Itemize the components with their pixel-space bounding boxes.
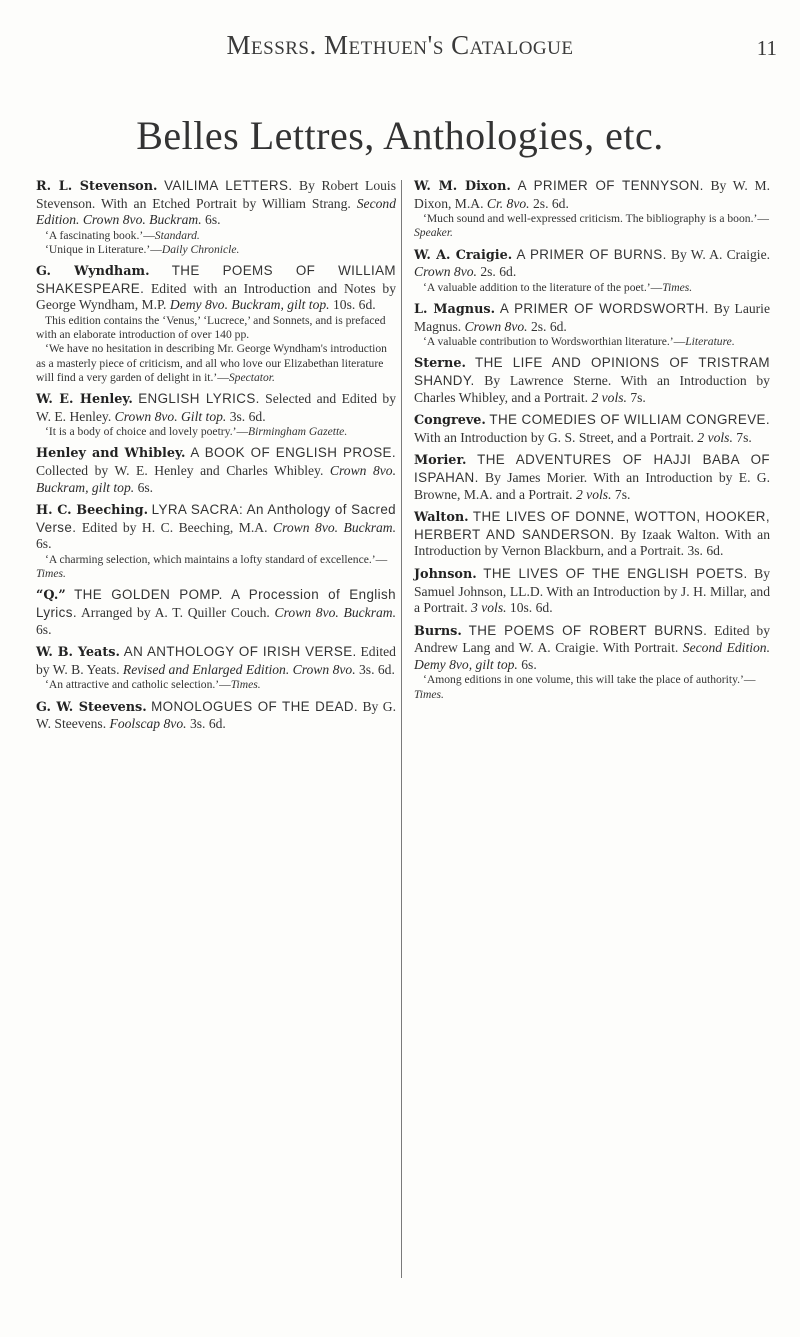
press-review: [36, 678, 396, 692]
catalogue-entry: [414, 623, 770, 702]
entry-author: Morier.: [414, 453, 467, 469]
catalogue-entry: [414, 301, 770, 349]
entry-author: Sterne.: [414, 356, 466, 372]
entry-heading: [36, 263, 396, 314]
entry-price: 7s.: [630, 389, 646, 405]
entry-heading: [414, 178, 770, 212]
entry-imprint: Revised and Enlarged Edition. Crown 8vo.: [122, 661, 356, 677]
entry-byline: Edited by Andrew Lang and W. A. Craigie. With Portrait.: [414, 622, 770, 656]
entry-imprint: Crown 8vo. Buckram, gilt top.: [36, 462, 396, 495]
entry-author: W. E. Henley.: [36, 391, 133, 407]
entry-price: 3s. 6d.: [359, 661, 395, 677]
catalogue-entry: [414, 452, 770, 503]
entry-title: THE LIVES OF DONNE, WOTTON, HOOKER, HERBERT AND SANDERSON.: [414, 509, 770, 542]
catalogue-entry: [36, 587, 396, 638]
catalogue-entry: [36, 445, 396, 496]
entry-byline: Selected and Edited by W. E. Henley.: [36, 390, 397, 424]
entry-byline: Collected by W. E. Henley and Charles Whibley.: [36, 462, 324, 478]
entry-imprint: Crown 8vo. Gilt top.: [114, 408, 227, 424]
press-review: [414, 673, 770, 701]
entry-author: G. Wyndham.: [36, 264, 150, 280]
review-source: Daily Chronicle.: [161, 242, 240, 256]
review-source: Times.: [230, 678, 261, 692]
entry-price: 10s. 6d.: [509, 600, 553, 616]
press-review: [36, 229, 396, 243]
press-review: [36, 553, 396, 581]
entry-heading: [414, 452, 770, 503]
catalogue-entry: [36, 178, 396, 257]
entry-title: A PRIMER OF TENNYSON.: [517, 178, 704, 193]
entry-author: R. L. Stevenson.: [36, 179, 158, 194]
press-review: [36, 425, 396, 439]
entry-imprint: 2 vols.: [575, 486, 612, 502]
entry-imprint: Cr. 8vo.: [486, 195, 530, 211]
entry-price: 2s. 6d.: [530, 318, 567, 334]
catalogue-entry: [36, 502, 396, 581]
entry-byline: By Laurie Magnus.: [414, 300, 770, 334]
review-source: Spectator.: [228, 370, 275, 384]
catalogue-entry: [36, 644, 396, 692]
entry-heading: [414, 301, 770, 335]
press-review: [414, 281, 770, 295]
entry-title: THE LIFE AND OPINIONS OF TRISTRAM SHANDY.: [414, 355, 770, 388]
review-quote: ‘A charming selection, which maintains a lofty standard of excellence.’—: [45, 552, 388, 566]
entry-heading: [36, 644, 396, 678]
page-number: 11: [756, 36, 777, 60]
entry-heading: [414, 566, 770, 617]
review-quote: ‘It is a body of choice and lovely poetry.’—: [45, 425, 249, 439]
entry-heading: [36, 445, 396, 496]
entry-heading: [36, 699, 396, 733]
entry-price: 6s.: [36, 621, 52, 637]
catalogue-title: Messrs. Methuen's Catalogue: [226, 30, 574, 60]
entry-price: 6s.: [137, 479, 154, 495]
entry-author: W. M. Dixon.: [414, 179, 511, 194]
entry-imprint: Foolscap 8vo.: [109, 716, 187, 732]
review-source: Literature.: [685, 335, 735, 349]
entry-byline: By W. M. Dixon, M.A.: [414, 178, 770, 211]
entry-price: 10s. 6d.: [332, 297, 376, 313]
left-column: [36, 178, 396, 739]
entry-description: This edition contains the ‘Venus,’ ‘Lucrece,’ and Sonnets, and is prefaced with an elaborate introduction of over 140 pp.: [36, 313, 386, 342]
entry-title: MONOLOGUES OF THE DEAD.: [151, 698, 359, 714]
entry-imprint: Crown 8vo. Buckram.: [274, 604, 396, 620]
review-source: Speaker.: [414, 226, 453, 240]
catalogue-entry: [36, 263, 396, 385]
review-source: Birmingham Gazette.: [248, 425, 348, 439]
column-divider: [401, 180, 402, 1278]
entry-imprint: Crown 8vo.: [414, 264, 477, 280]
entry-author: Walton.: [414, 510, 469, 526]
review-quote: ‘We have no hesitation in describing Mr. George Wyndham's introduction as a masterly piece of criticism, and all who love our Elizabethan literature will find a very garden of delight in it.’—: [36, 342, 387, 384]
review-quote: ‘A valuable addition to the literature of the poet.’—: [423, 280, 663, 294]
review-quote: ‘Much sound and well-expressed criticism. The bibliography is a boon.’—: [423, 212, 769, 226]
press-review: [36, 342, 396, 385]
entry-price: 3s. 6d.: [229, 408, 266, 424]
entry-author: H. C. Beeching.: [36, 503, 149, 519]
review-source: Times.: [414, 687, 444, 701]
entry-heading: [36, 502, 396, 553]
entry-author: “Q.”: [36, 588, 66, 604]
entry-heading: [36, 587, 396, 638]
entry-author: W. A. Craigie.: [414, 247, 513, 263]
entry-title: LYRA SACRA: An Anthology of Sacred Verse.: [36, 502, 397, 535]
entry-author: L. Magnus.: [414, 301, 496, 317]
entry-imprint: 3 vols.: [471, 600, 507, 616]
review-quote: ‘A valuable contribution to Wordsworthian literature.’—: [423, 335, 686, 349]
entry-byline: By James Morier. With an Introduction by E. G. Browne, M.A. and a Portrait.: [414, 469, 770, 502]
entry-price: 7s.: [736, 429, 752, 445]
entry-price: 6s.: [205, 212, 221, 228]
catalogue-entry: [414, 178, 770, 241]
entry-imprint: 2 vols.: [591, 389, 627, 405]
entry-byline: With an Introduction by G. S. Street, and a Portrait.: [414, 429, 694, 445]
entry-imprint: Second Edition. Demy 8vo, gilt top.: [414, 640, 771, 672]
catalogue-entry: [414, 566, 770, 617]
entry-price: 6s.: [521, 656, 537, 672]
entry-price: 2s. 6d.: [532, 195, 569, 211]
catalogue-entry: [36, 391, 396, 439]
entry-imprint: 2 vols.: [697, 429, 733, 445]
entry-title: THE GOLDEN POMP. A Procession of English Lyrics.: [36, 587, 396, 620]
entry-heading: [414, 355, 770, 406]
press-review: [414, 212, 770, 240]
entry-title: AN ANTHOLOGY OF IRISH VERSE.: [123, 644, 357, 660]
entry-title: THE LIVES OF THE ENGLISH POETS.: [483, 565, 748, 581]
entry-title: ENGLISH LYRICS.: [138, 390, 260, 406]
review-source: Standard.: [154, 228, 200, 242]
entry-byline: By Robert Louis Stevenson. With an Etched Portrait by William Strang.: [36, 178, 396, 211]
entry-author: Burns.: [414, 623, 462, 639]
entry-imprint: Crown 8vo. Buckram.: [273, 519, 397, 535]
review-source: Times.: [36, 567, 66, 581]
catalogue-entry: [414, 355, 770, 406]
catalogue-entry: [414, 509, 770, 560]
entry-heading: [414, 247, 770, 281]
entry-heading: [414, 623, 770, 674]
entry-price: 2s. 6d.: [480, 264, 517, 280]
entry-author: W. B. Yeats.: [36, 645, 120, 661]
entry-title: THE ADVENTURES OF HAJJI BABA OF ISPAHAN.: [414, 452, 771, 485]
entry-title: THE COMEDIES OF WILLIAM CONGREVE.: [489, 412, 770, 428]
entry-price: 3s. 6d.: [189, 716, 226, 732]
review-source: Times.: [662, 280, 693, 294]
catalogue-entry: [36, 699, 396, 733]
entry-author: Congreve.: [414, 413, 486, 429]
entry-byline: By W. A. Craigie.: [670, 246, 771, 262]
entry-byline: Edited with an Introduction and Notes by George Wyndham, M.P.: [36, 280, 396, 313]
press-review: [36, 243, 396, 257]
entry-author: Johnson.: [414, 566, 477, 582]
entry-heading: [36, 178, 396, 229]
entry-title: A PRIMER OF BURNS.: [516, 246, 667, 262]
entry-byline: Edited by W. B. Yeats.: [36, 644, 396, 677]
entry-heading: [414, 412, 770, 446]
entry-title: THE POEMS OF ROBERT BURNS.: [468, 622, 708, 638]
entry-price: 6s.: [36, 536, 52, 552]
entry-title: A PRIMER OF WORDSWORTH.: [499, 300, 709, 316]
entry-imprint: Demy 8vo. Buckram, gilt top.: [169, 297, 330, 313]
entry-byline: By Samuel Johnson, LL.D. With an Introduction by J. H. Millar, and a Portrait.: [414, 565, 771, 616]
entry-byline: Arranged by A. T. Quiller Couch.: [80, 604, 270, 620]
catalogue-entry: [414, 412, 770, 446]
press-review: [414, 335, 770, 349]
entry-title: A BOOK OF ENGLISH PROSE.: [190, 445, 396, 461]
entry-title: THE POEMS OF WILLIAM SHAKESPEARE.: [36, 263, 396, 296]
entry-byline: By Izaak Walton. With an Introduction by Vernon Blackburn, and a Portrait.: [414, 526, 770, 559]
entry-price: 7s.: [614, 486, 631, 502]
entry-title: VAILIMA LETTERS.: [164, 178, 293, 193]
right-column: [414, 178, 770, 708]
entry-author: G. W. Steevens.: [36, 699, 147, 715]
entry-byline: By Lawrence Sterne. With an Introduction by Charles Whibley, and a Portrait.: [414, 372, 770, 405]
entry-price: 3s. 6d.: [687, 543, 724, 559]
review-quote: ‘An attractive and catholic selection.’—: [45, 678, 231, 692]
entry-imprint: Second Edition. Crown 8vo. Buckram.: [36, 195, 396, 228]
review-quote: ‘A fascinating book.’—: [45, 228, 155, 242]
catalogue-entry: [414, 247, 770, 295]
entry-heading: [36, 391, 396, 425]
entry-heading: [414, 509, 770, 560]
entry-author: Henley and Whibley.: [36, 446, 186, 462]
entry-byline: By G. W. Steevens.: [36, 698, 396, 732]
entry-byline: Edited by H. C. Beeching, M.A.: [81, 519, 268, 535]
review-quote: ‘Among editions in one volume, this will take the place of authority.’—: [423, 673, 756, 687]
review-quote: ‘Unique in Literature.’—: [45, 242, 162, 256]
running-head: [0, 28, 800, 68]
section-title: Belles Lettres, Anthologies, etc.: [136, 113, 664, 158]
entry-imprint: Crown 8vo.: [464, 318, 528, 334]
